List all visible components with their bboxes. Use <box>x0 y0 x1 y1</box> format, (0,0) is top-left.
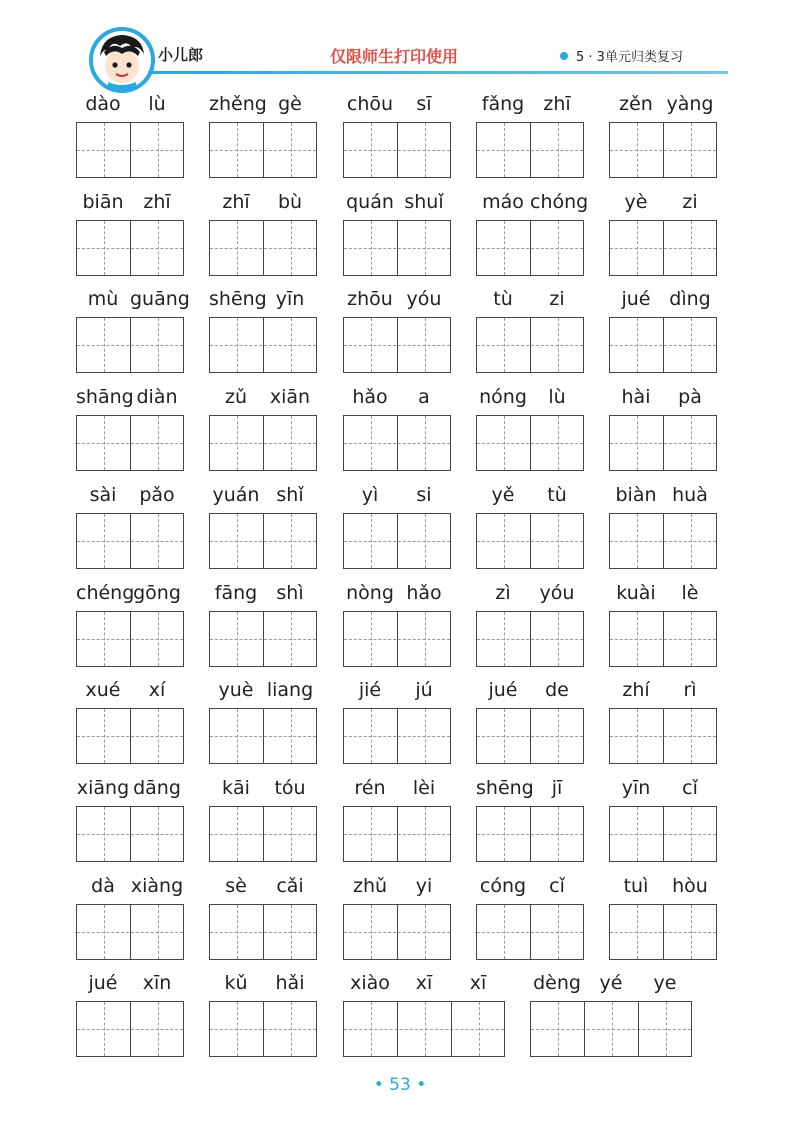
writing-cell[interactable] <box>609 904 717 960</box>
writing-cell[interactable] <box>209 708 317 764</box>
pinyin-label: ye <box>653 972 677 994</box>
pinyin-label: dào <box>85 93 121 115</box>
pinyin-label: sài <box>89 484 117 506</box>
pinyin-label: dèng <box>533 972 581 994</box>
pinyin-label: liang <box>266 679 314 701</box>
pinyin-label: gè <box>278 93 302 115</box>
pinyin-label: kuài <box>616 582 656 604</box>
pinyin-label: lèi <box>412 777 436 799</box>
pinyin-label: pà <box>678 386 702 408</box>
writing-cell[interactable] <box>76 513 184 569</box>
pinyin-label: cóng <box>479 875 527 897</box>
writing-cell[interactable] <box>476 317 584 373</box>
writing-cell[interactable] <box>209 415 317 471</box>
writing-cell[interactable] <box>209 904 317 960</box>
pinyin-label: tù <box>547 484 567 506</box>
writing-cell[interactable] <box>76 806 184 862</box>
pinyin-label: diàn <box>136 386 178 408</box>
writing-cell[interactable] <box>343 806 451 862</box>
pinyin-label: shēng <box>209 288 267 310</box>
pinyin-label: yé <box>599 972 623 994</box>
pinyin-label: zhī <box>143 191 171 213</box>
writing-cell[interactable] <box>530 1001 692 1057</box>
pinyin-label: xī <box>469 972 487 994</box>
pinyin-label: jī <box>551 777 563 799</box>
pinyin-label: yuán <box>212 484 260 506</box>
pinyin-label: dìng <box>669 288 711 310</box>
writing-cell[interactable] <box>609 317 717 373</box>
writing-cell[interactable] <box>609 415 717 471</box>
pinyin-label: lù <box>148 93 166 115</box>
pinyin-label: shāng <box>76 386 134 408</box>
pinyin-label: zǔ <box>224 386 247 408</box>
pinyin-label: nóng <box>479 386 527 408</box>
brand-name: 小儿郎 <box>158 46 204 64</box>
pinyin-label: xí <box>148 679 166 701</box>
pinyin-label: sī <box>416 93 432 115</box>
writing-cell[interactable] <box>476 415 584 471</box>
writing-cell[interactable] <box>76 415 184 471</box>
pinyin-label: zhěng <box>209 93 267 115</box>
pinyin-label: zhī <box>222 191 250 213</box>
pinyin-label: biān <box>82 191 124 213</box>
unit-title: 5 · 3单元归类复习 <box>576 50 683 65</box>
pinyin-label: xiào <box>350 972 390 994</box>
pinyin-label: xué <box>85 679 121 701</box>
pinyin-label: tù <box>493 288 513 310</box>
pinyin-label: hǎi <box>275 972 305 994</box>
writing-cell[interactable] <box>343 611 451 667</box>
writing-cell[interactable] <box>609 122 717 178</box>
pinyin-label: tuì <box>623 875 649 897</box>
pinyin-label: pǎo <box>139 484 175 506</box>
pinyin-label: hài <box>621 386 651 408</box>
writing-cell[interactable] <box>476 708 584 764</box>
pinyin-label: gōng <box>133 582 181 604</box>
pinyin-label: yuè <box>218 679 254 701</box>
pinyin-label: yīn <box>275 288 305 310</box>
writing-cell[interactable] <box>76 904 184 960</box>
pinyin-label: cǐ <box>549 875 565 897</box>
pinyin-label: jué <box>488 679 518 701</box>
writing-cell[interactable] <box>343 708 451 764</box>
pinyin-label: yě <box>491 484 515 506</box>
pinyin-label: hǎo <box>406 582 442 604</box>
pinyin-label: cǎi <box>276 875 304 897</box>
page-number: • 53 • <box>373 1075 427 1095</box>
pinyin-label: zhōu <box>347 288 393 310</box>
pinyin-label: kǔ <box>224 972 248 994</box>
writing-cell[interactable] <box>209 806 317 862</box>
pinyin-label: sè <box>225 875 247 897</box>
pinyin-label: yīn <box>621 777 651 799</box>
pinyin-label: yàng <box>666 93 714 115</box>
pinyin-label: chōu <box>346 93 394 115</box>
pinyin-label: dà <box>91 875 115 897</box>
pinyin-label: xiàng <box>130 875 184 897</box>
pinyin-label: chóng <box>530 191 589 213</box>
pinyin-label: biàn <box>615 484 657 506</box>
writing-cell[interactable] <box>76 317 184 373</box>
pinyin-label: a <box>418 386 430 408</box>
writing-cell[interactable] <box>209 513 317 569</box>
pinyin-label: huà <box>672 484 708 506</box>
pinyin-label: zì <box>495 582 511 604</box>
writing-cell[interactable] <box>476 122 584 178</box>
pinyin-label: zěn <box>619 93 653 115</box>
writing-cell[interactable] <box>343 122 451 178</box>
writing-cell[interactable] <box>76 122 184 178</box>
pinyin-label: zi <box>682 191 698 213</box>
pinyin-label: shì <box>276 582 304 604</box>
pinyin-label: yì <box>361 484 379 506</box>
pinyin-label: kāi <box>222 777 250 799</box>
pinyin-label: zhī <box>543 93 571 115</box>
writing-cell[interactable] <box>209 317 317 373</box>
writing-cell[interactable] <box>343 317 451 373</box>
pinyin-label: zhí <box>622 679 650 701</box>
writing-cell[interactable] <box>343 1001 505 1057</box>
pinyin-label: xiān <box>269 386 311 408</box>
pinyin-label: rén <box>354 777 386 799</box>
pinyin-label: lù <box>548 386 566 408</box>
writing-cell[interactable] <box>609 806 717 862</box>
writing-cell[interactable] <box>209 1001 317 1057</box>
pinyin-label: máo <box>482 191 524 213</box>
pinyin-label: yóu <box>406 288 442 310</box>
writing-cell[interactable] <box>476 806 584 862</box>
writing-cell[interactable] <box>343 904 451 960</box>
pinyin-label: de <box>545 679 569 701</box>
pinyin-label: fǎng <box>481 93 525 115</box>
pinyin-label: yi <box>415 875 433 897</box>
pinyin-label: mù <box>87 288 119 310</box>
pinyin-label: si <box>416 484 432 506</box>
pinyin-label: bù <box>277 191 303 213</box>
writing-cell[interactable] <box>476 904 584 960</box>
pinyin-label: tóu <box>274 777 306 799</box>
writing-cell[interactable] <box>476 611 584 667</box>
pinyin-label: rì <box>683 679 697 701</box>
pinyin-label: lè <box>681 582 699 604</box>
writing-cell[interactable] <box>343 415 451 471</box>
pinyin-label: xīn <box>142 972 172 994</box>
pinyin-label: xī <box>415 972 433 994</box>
pinyin-label: zi <box>549 288 565 310</box>
writing-cell[interactable] <box>343 513 451 569</box>
pinyin-label: jú <box>415 679 433 701</box>
pinyin-label: yè <box>624 191 648 213</box>
writing-cell[interactable] <box>476 513 584 569</box>
pinyin-label: dāng <box>133 777 181 799</box>
pinyin-label: jié <box>358 679 382 701</box>
writing-cell[interactable] <box>476 220 584 276</box>
pinyin-label: zhǔ <box>352 875 388 897</box>
pinyin-label: shēng <box>476 777 534 799</box>
pinyin-label: nòng <box>346 582 394 604</box>
writing-cell[interactable] <box>609 611 717 667</box>
writing-cell[interactable] <box>76 708 184 764</box>
pinyin-label: shǐ <box>276 484 304 506</box>
pinyin-label: xiāng <box>76 777 130 799</box>
writing-cell[interactable] <box>609 220 717 276</box>
writing-cell[interactable] <box>209 122 317 178</box>
pinyin-label: yóu <box>539 582 575 604</box>
pinyin-label: guāng <box>130 288 190 310</box>
pinyin-label: hǎo <box>352 386 388 408</box>
pinyin-label: cǐ <box>682 777 698 799</box>
writing-cell[interactable] <box>76 220 184 276</box>
pinyin-label: jué <box>88 972 118 994</box>
writing-cell[interactable] <box>209 220 317 276</box>
writing-cell[interactable] <box>76 1001 184 1057</box>
writing-cell[interactable] <box>609 708 717 764</box>
pinyin-label: shuǐ <box>404 191 444 213</box>
pinyin-label: hòu <box>672 875 708 897</box>
print-notice: 仅限师生打印使用 <box>330 47 459 66</box>
writing-cell[interactable] <box>76 611 184 667</box>
pinyin-label: chéng <box>76 582 135 604</box>
pinyin-label: quán <box>346 191 394 213</box>
pinyin-label: jué <box>621 288 651 310</box>
writing-cell[interactable] <box>609 513 717 569</box>
writing-cell[interactable] <box>343 220 451 276</box>
pinyin-label: fāng <box>214 582 258 604</box>
writing-cell[interactable] <box>209 611 317 667</box>
